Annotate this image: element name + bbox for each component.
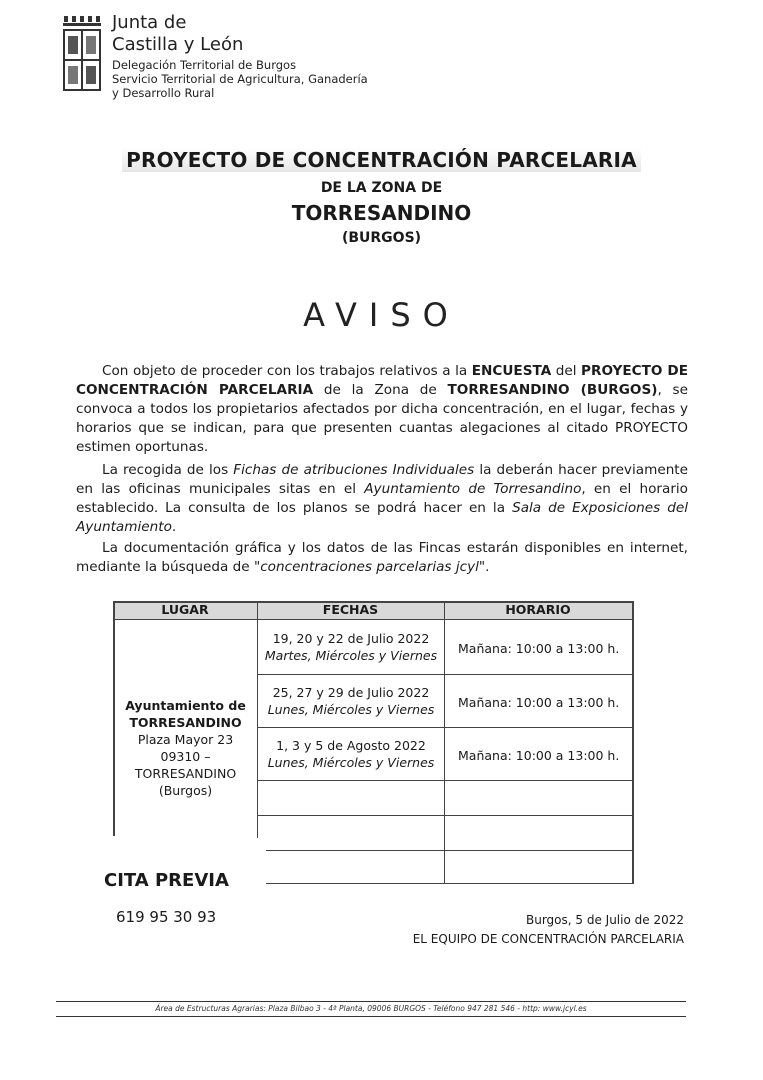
title-line-3: TORRESANDINO [291,201,472,225]
coat-of-arms-icon [62,14,102,98]
cita-previa-phone: 619 95 30 93 [116,908,217,926]
title-line-4: (BURGOS) [341,230,422,246]
aviso-heading: AVISO [303,296,460,334]
lugar-line-6: (Burgos) [158,783,213,798]
org-sub-line-2: Servicio Territorial de Agricultura, Ganadería [112,72,368,86]
lugar-line-4: 09310 – [160,749,211,764]
paragraph-3: La documentación gráfica y los datos de las Fincas estarán disponibles en internet, mediante la búsqueda de "concentraciones parcelarias jcyl". [76,540,688,575]
cita-previa-title: CITA PREVIA [104,870,229,891]
signature-team: EL EQUIPO DE CONCENTRACIÓN PARCELARIA [412,932,684,946]
lugar-line-1: Ayuntamiento de [125,698,246,713]
org-name-line-1: Junta de [112,12,187,33]
cita-previa-box [56,838,266,958]
fecha-text: 25, 27 y 29 de Julio 2022 [272,685,430,700]
dias-text: Martes, Miércoles y Viernes [264,648,438,663]
horario-text: Mañana: 10:00 a 13:00 h. [458,695,620,710]
title-line-1: PROYECTO DE CONCENTRACIÓN PARCELARIA [0,148,763,172]
dias-text: Lunes, Miércoles y Viernes [267,755,435,770]
lugar-line-3: Plaza Mayor 23 [137,732,234,747]
footer-divider-top [56,1001,686,1002]
org-sub-line-3: y Desarrollo Rural [112,86,215,100]
table-row [258,630,444,664]
column-header-lugar: LUGAR [161,602,209,617]
org-subtitle [112,58,368,100]
fecha-text: 1, 3 y 5 de Agosto 2022 [276,738,426,753]
lugar-line-5: TORRESANDINO [134,766,237,781]
lugar-cell [114,697,257,799]
horario-text: Mañana: 10:00 a 13:00 h. [458,748,620,763]
column-header-fechas: FECHAS [322,602,379,617]
org-sub-line-1: Delegación Territorial de Burgos [112,58,297,72]
fecha-text: 19, 20 y 22 de Julio 2022 [272,631,430,646]
org-name-line-2: Castilla y León [112,34,244,55]
title-line-2: DE LA ZONA DE [320,180,443,196]
dias-text: Lunes, Miércoles y Viernes [267,702,435,717]
org-name [112,12,243,56]
lugar-line-2: TORRESANDINO [129,715,242,730]
table-row [258,737,444,771]
footer-address: Área de Estructuras Agrarias: Plaza Bilbao 3 - 4ª Planta, 09006 BURGOS - Teléfono 947 281 546 - http: www.jcyl.es [155,1004,587,1013]
paragraph-1: Con objeto de proceder con los trabajos relativos a la ENCUESTA del PROYECTO DE CONCENTRACIÓN PARCELARIA de la Zona de TORRESANDINO (BURGOS), se convoca a todos los propietarios afectados por dicha concentración, en el lugar, fechas y horarios que se indican, para que presenten cuantas alegaciones al citado PROYECTO estimen oportunas. [76,363,688,455]
table-row [258,684,444,718]
horario-text: Mañana: 10:00 a 13:00 h. [458,641,620,656]
signature-date: Burgos, 5 de Julio de 2022 [526,913,684,927]
column-header-horario: HORARIO [505,602,571,617]
paragraph-2: La recogida de los Fichas de atribuciones Individuales la deberán hacer previamente en las oficinas municipales sitas en el Ayuntamiento de Torresandino, en el horario establecido. La consulta de los planos se podrá hacer en la Sala de Exposiciones del Ayuntamiento. [76,462,689,535]
footer-divider-bottom [56,1016,686,1017]
